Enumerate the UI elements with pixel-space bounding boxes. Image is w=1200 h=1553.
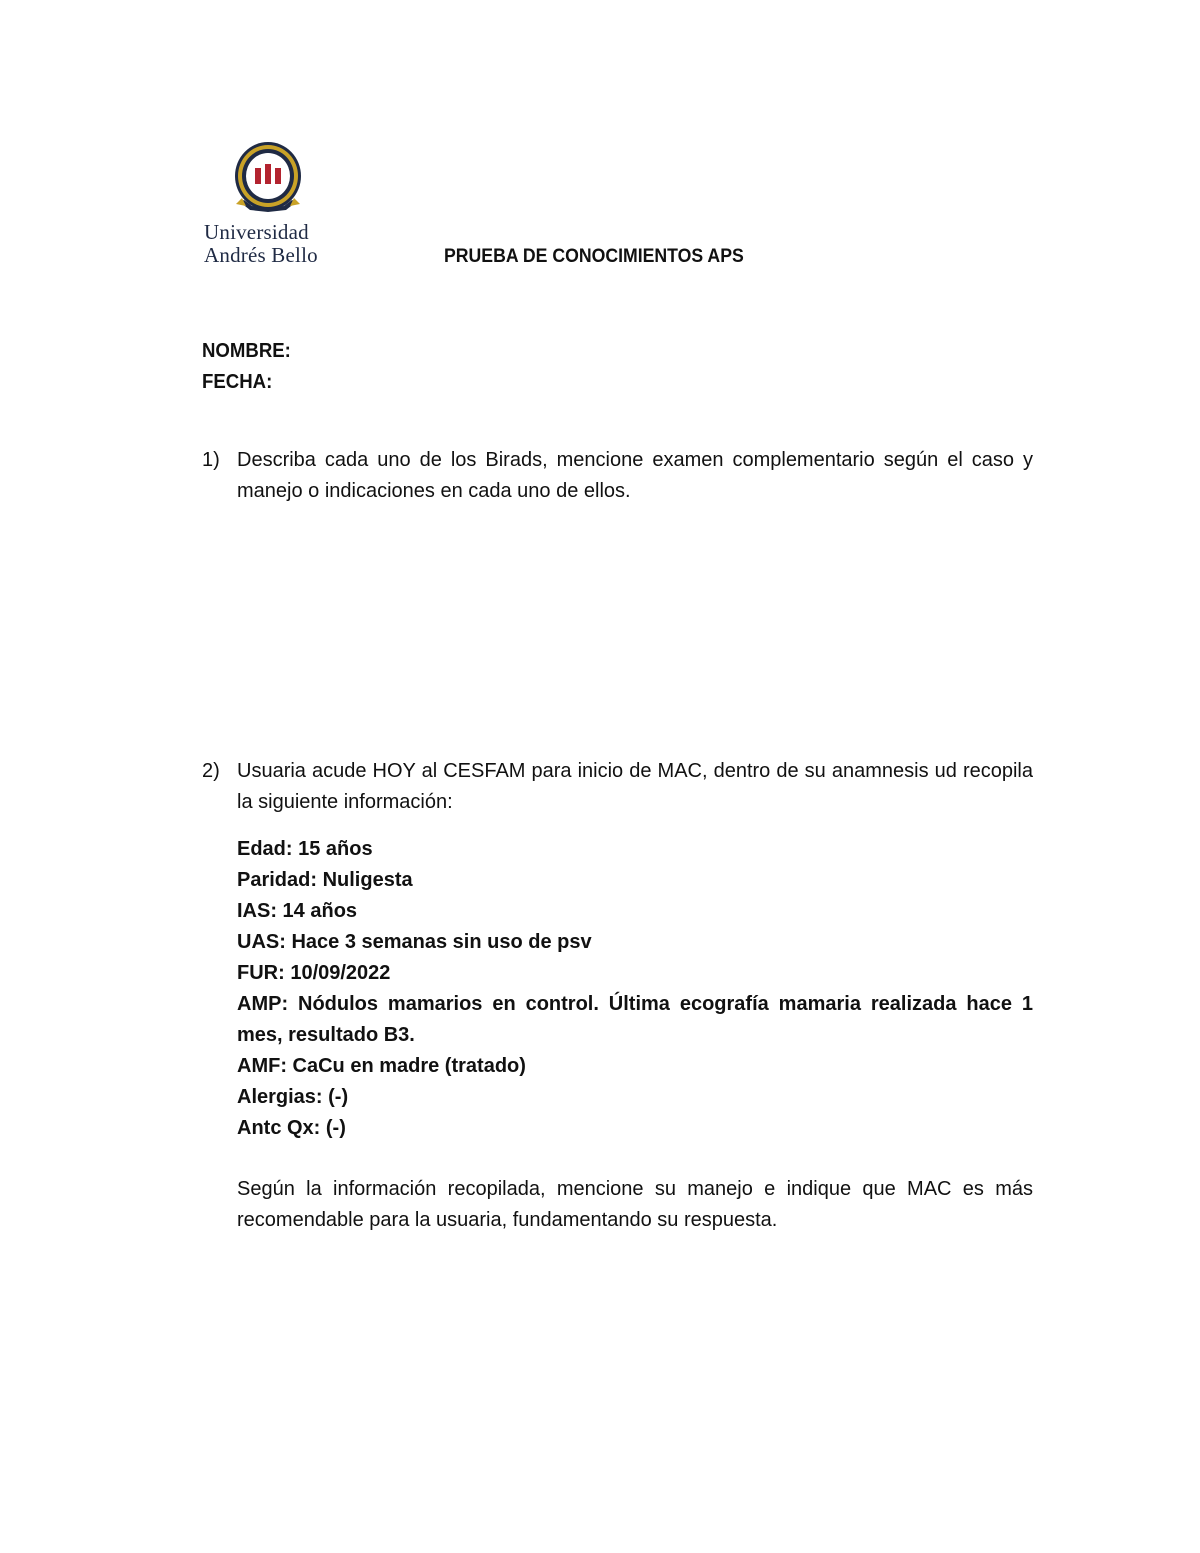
date-field-label: FECHA:	[202, 371, 273, 393]
patient-info-fur: FUR: 10/09/2022	[237, 962, 391, 984]
university-crest-icon	[232, 140, 304, 218]
question-1-text: Describa cada uno de los Birads, mencione examen complementario según el caso y manejo o indicaciones en cada uno de ellos.	[237, 449, 1033, 502]
university-logo	[204, 140, 334, 270]
question-2-text: Usuaria acude HOY al CESFAM para inicio de MAC, dentro de su anamnesis ud recopila la siguiente información:	[237, 760, 1033, 813]
patient-info-block	[237, 834, 1033, 1144]
patient-info-alergias: Alergias: (-)	[237, 1086, 349, 1108]
question-2-number: 2)	[202, 760, 220, 782]
patient-info-amf: AMF: CaCu en madre (tratado)	[237, 1055, 526, 1077]
name-field-label: NOMBRE:	[202, 340, 291, 362]
patient-info-edad: Edad: 15 años	[237, 838, 373, 860]
logo-text-line1: Universidad	[204, 220, 309, 244]
patient-info-paridad: Paridad: Nuligesta	[237, 869, 413, 891]
question-1-number: 1)	[202, 449, 220, 471]
final-instruction: Según la información recopilada, mencione su manejo e indique que MAC es más recomendable para la usuaria, fundamentando su respuesta.	[237, 1178, 1033, 1231]
patient-info-ias: IAS: 14 años	[237, 900, 358, 922]
patient-info-antc-qx: Antc Qx: (-)	[237, 1117, 346, 1139]
document-title: PRUEBA DE CONOCIMIENTOS APS	[444, 246, 744, 267]
patient-info-amp: AMP: Nódulos mamarios en control. Última ecografía mamaria realizada hace 1 mes, resultado B3.	[237, 993, 1033, 1046]
patient-info-uas: UAS: Hace 3 semanas sin uso de psv	[237, 931, 592, 953]
logo-text-line2: Andrés Bello	[204, 243, 318, 267]
